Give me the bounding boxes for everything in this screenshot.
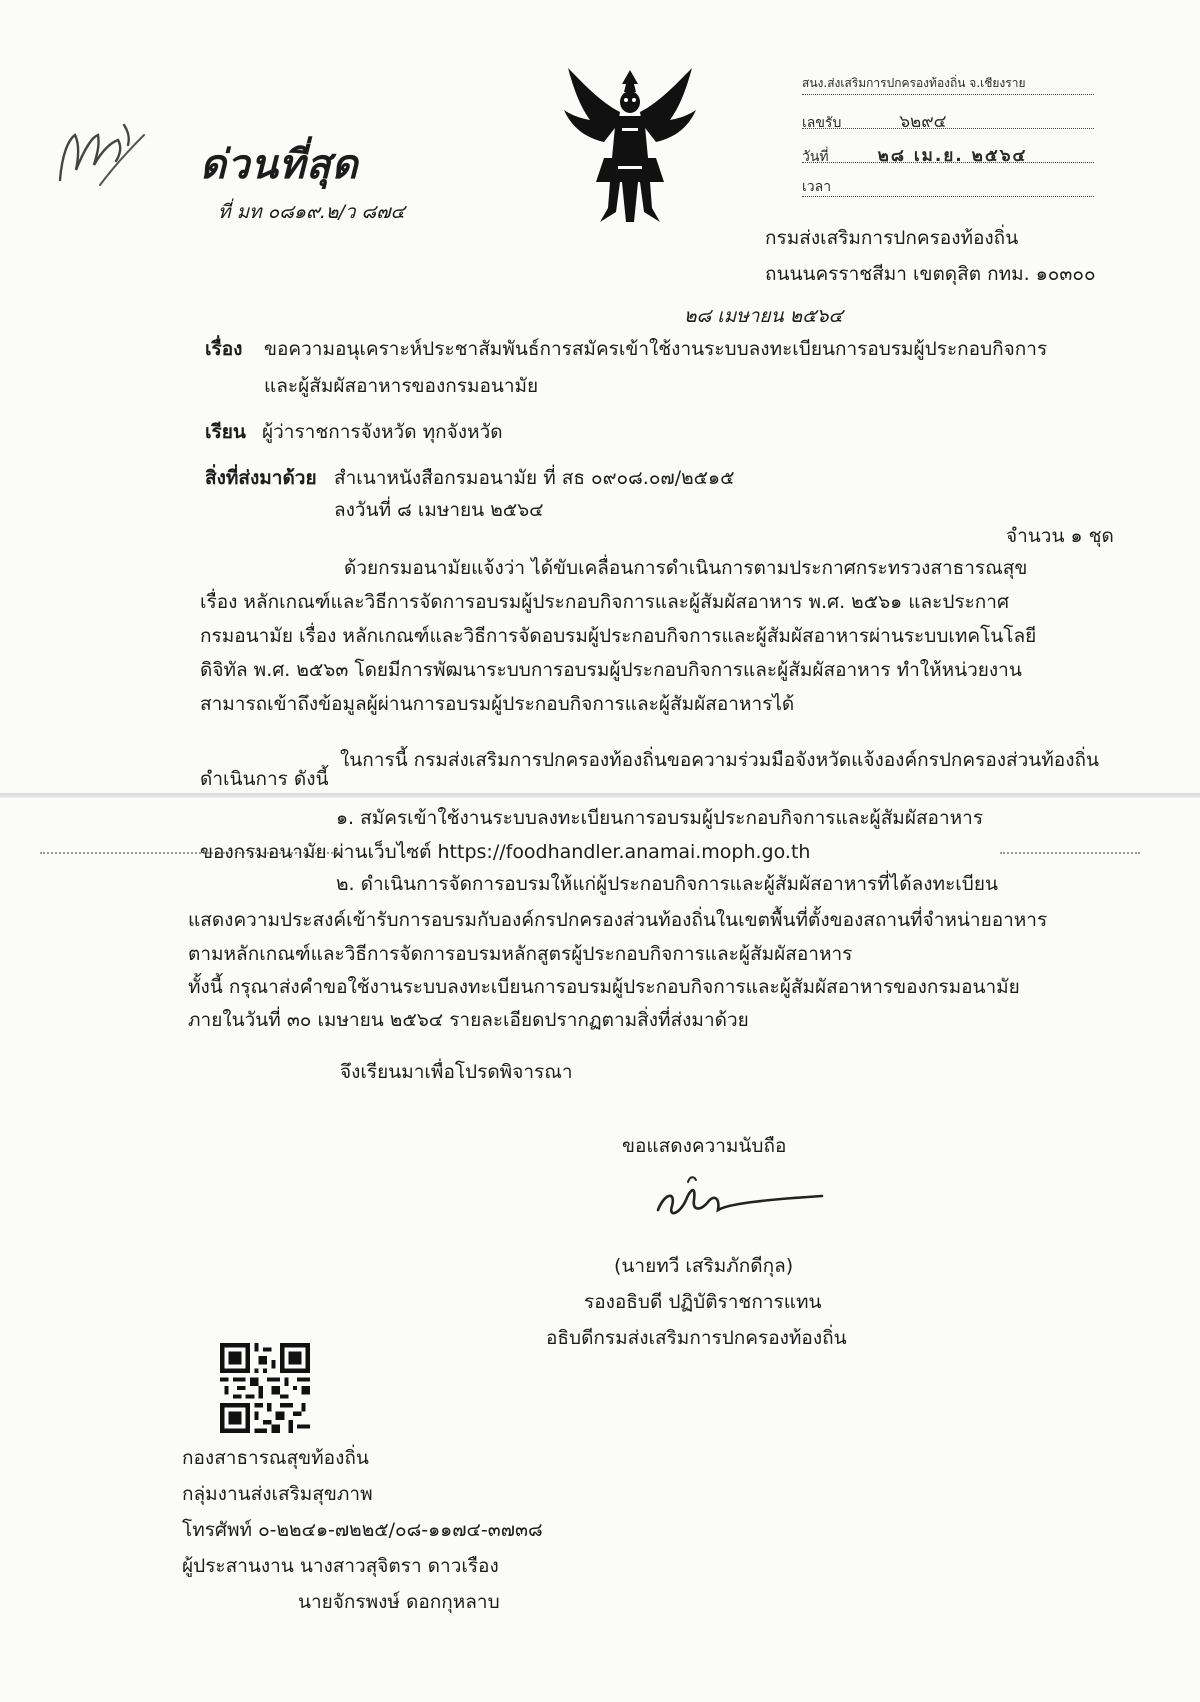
footer-coordinator-1: ผู้ประสานงาน นางสาวสุจิตรา ดาวเรือง: [182, 1555, 499, 1577]
body-paragraph-line: ทั้งนี้ กรุณาส่งคำขอใช้งานระบบลงทะเบียนการอบรมผู้ประกอบกิจการและผู้สัมผัสอาหารของกรมอนามัย: [188, 976, 1020, 998]
list-item-2-line: ๒. ดำเนินการจัดการอบรมให้แก่ผู้ประกอบกิจการและผู้สัมผัสอาหารที่ได้ลงทะเบียน: [336, 873, 998, 895]
body-paragraph-line: สามารถเข้าถึงข้อมูลผู้ผ่านการอบรมผู้ประกอบกิจการและผู้สัมผัสอาหารได้: [200, 693, 795, 715]
signatory-name: (นายทวี เสริมภักดีกุล): [614, 1255, 794, 1277]
body-paragraph-line: ในการนี้ กรมส่งเสริมการปกครองท้องถิ่นขอความร่วมมือจังหวัดแจ้งองค์กรปกครองส่วนท้องถิ่น: [340, 749, 1099, 771]
list-item-2-line: ตามหลักเกณฑ์และวิธีการจัดการอบรมหลักสูตรผู้ประกอบกิจการและผู้สัมผัสอาหาร: [188, 943, 853, 965]
signature-salutation: ขอแสดงความนับถือ: [622, 1135, 787, 1157]
reference-number: ที่ มท ๐๘๑๙.๒/ว ๘๗๔: [218, 201, 405, 223]
stamp-date-value: ๒๘ เม.ย. ๒๕๖๔: [877, 146, 1028, 166]
enclosure-count: จำนวน ๑ ชุด: [1006, 525, 1114, 547]
body-paragraph-line: กรมอนามัย เรื่อง หลักเกณฑ์และวิธีการจัดอบรมผู้ประกอบกิจการและผู้สัมผัสอาหารผ่านระบบเทคโนโลยี: [200, 625, 1037, 647]
garuda-emblem-icon: [560, 62, 700, 232]
body-paragraph-line: ดิจิทัล พ.ศ. ๒๕๖๓ โดยมีการพัฒนาระบบการอบรมผู้ประกอบกิจการและผู้สัมผัสอาหาร ทำให้หน่วยงาน: [200, 659, 1022, 681]
stamp-receipt-label: เลขรับ: [802, 115, 842, 131]
list-item-1-line: ๑. สมัครเข้าใช้งานระบบลงทะเบียนการอบรมผู้ประกอบกิจการและผู้สัมผัสอาหาร: [336, 807, 984, 829]
agency-address: ถนนนครราชสีมา เขตดุสิต กทม. ๑๐๓๐๐: [765, 263, 1096, 285]
body-paragraph-line: ด้วยกรมอนามัยแจ้งว่า ได้ขับเคลื่อนการดำเนินการตามประกาศกระทรวงสาธารณสุข: [344, 557, 1028, 579]
list-item-2-line: แสดงความประสงค์เข้ารับการอบรมกับองค์กรปกครองส่วนท้องถิ่นในเขตพื้นที่ตั้งของสถานที่จำหน่ายอาหาร: [188, 909, 1048, 931]
receipt-stamp: [802, 60, 1102, 210]
enclosure-line-1: สำเนาหนังสือกรมอนามัย ที่ สธ ๐๙๐๘.๐๗/๒๕๑๕: [334, 467, 735, 489]
subject-line-2: และผู้สัมผัสอาหารของกรมอนามัย: [264, 375, 539, 397]
urgency-label: ด่วนที่สุด: [200, 142, 359, 188]
stamp-date-label: วันที่: [802, 149, 829, 165]
subject-line-1: ขอความอนุเคราะห์ประชาสัมพันธ์การสมัครเข้าใช้งานระบบลงทะเบียนการอบรมผู้ประกอบกิจการ: [264, 338, 1048, 360]
signatory-title-2: อธิบดีกรมส่งเสริมการปกครองท้องถิ่น: [546, 1327, 847, 1349]
scan-artifact-dotted-line: [1000, 852, 1140, 854]
footer-group: กลุ่มงานส่งเสริมสุขภาพ: [182, 1483, 373, 1505]
list-item-1-line: ของกรมอนามัย ผ่านเว็บไซต์ https://foodhandler.anamai.moph.go.th: [200, 841, 811, 863]
footer-division: กองสาธารณสุขท้องถิ่น: [182, 1447, 369, 1469]
stamp-time-label: เวลา: [802, 179, 832, 195]
footer-phone: โทรศัพท์ ๐-๒๒๔๑-๗๒๒๕/๐๘-๑๑๗๔-๓๗๓๘: [182, 1519, 543, 1541]
document-date: ๒๘ เมษายน ๒๕๖๔: [684, 305, 843, 327]
handwritten-signature: [650, 1170, 830, 1230]
body-paragraph-line: เรื่อง หลักเกณฑ์และวิธีการจัดการอบรมผู้ประกอบกิจการและผู้สัมผัสอาหาร พ.ศ. ๒๕๖๑ และประกาศ: [200, 591, 1010, 613]
recipient-value: ผู้ว่าราชการจังหวัด ทุกจังหวัด: [262, 421, 503, 443]
qr-code-icon: [220, 1343, 310, 1433]
closing-request: จึงเรียนมาเพื่อโปรดพิจารณา: [340, 1061, 573, 1083]
body-paragraph-line: ภายในวันที่ ๓๐ เมษายน ๒๕๖๔ รายละเอียดปรากฏตามสิ่งที่ส่งมาด้วย: [188, 1009, 749, 1031]
handwritten-initials: [40, 85, 150, 195]
enclosure-line-2: ลงวันที่ ๘ เมษายน ๒๕๖๔: [334, 499, 544, 521]
body-paragraph-line: ดำเนินการ ดังนี้: [200, 768, 329, 790]
signatory-title-1: รองอธิบดี ปฏิบัติราชการแทน: [584, 1291, 822, 1313]
enclosure-label: สิ่งที่ส่งมาด้วย: [205, 467, 317, 489]
scan-artifact-band: [0, 793, 1200, 798]
subject-label: เรื่อง: [205, 338, 243, 360]
recipient-label: เรียน: [205, 421, 246, 443]
stamp-receipt-number: ๖๒๙๔: [899, 112, 947, 132]
agency-name: กรมส่งเสริมการปกครองท้องถิ่น: [765, 227, 1019, 249]
footer-coordinator-2: นายจักรพงษ์ ดอกกุหลาบ: [298, 1591, 500, 1613]
stamp-office: สนง.ส่งเสริมการปกครองท้องถิ่น จ.เชียงราย: [802, 76, 1026, 90]
